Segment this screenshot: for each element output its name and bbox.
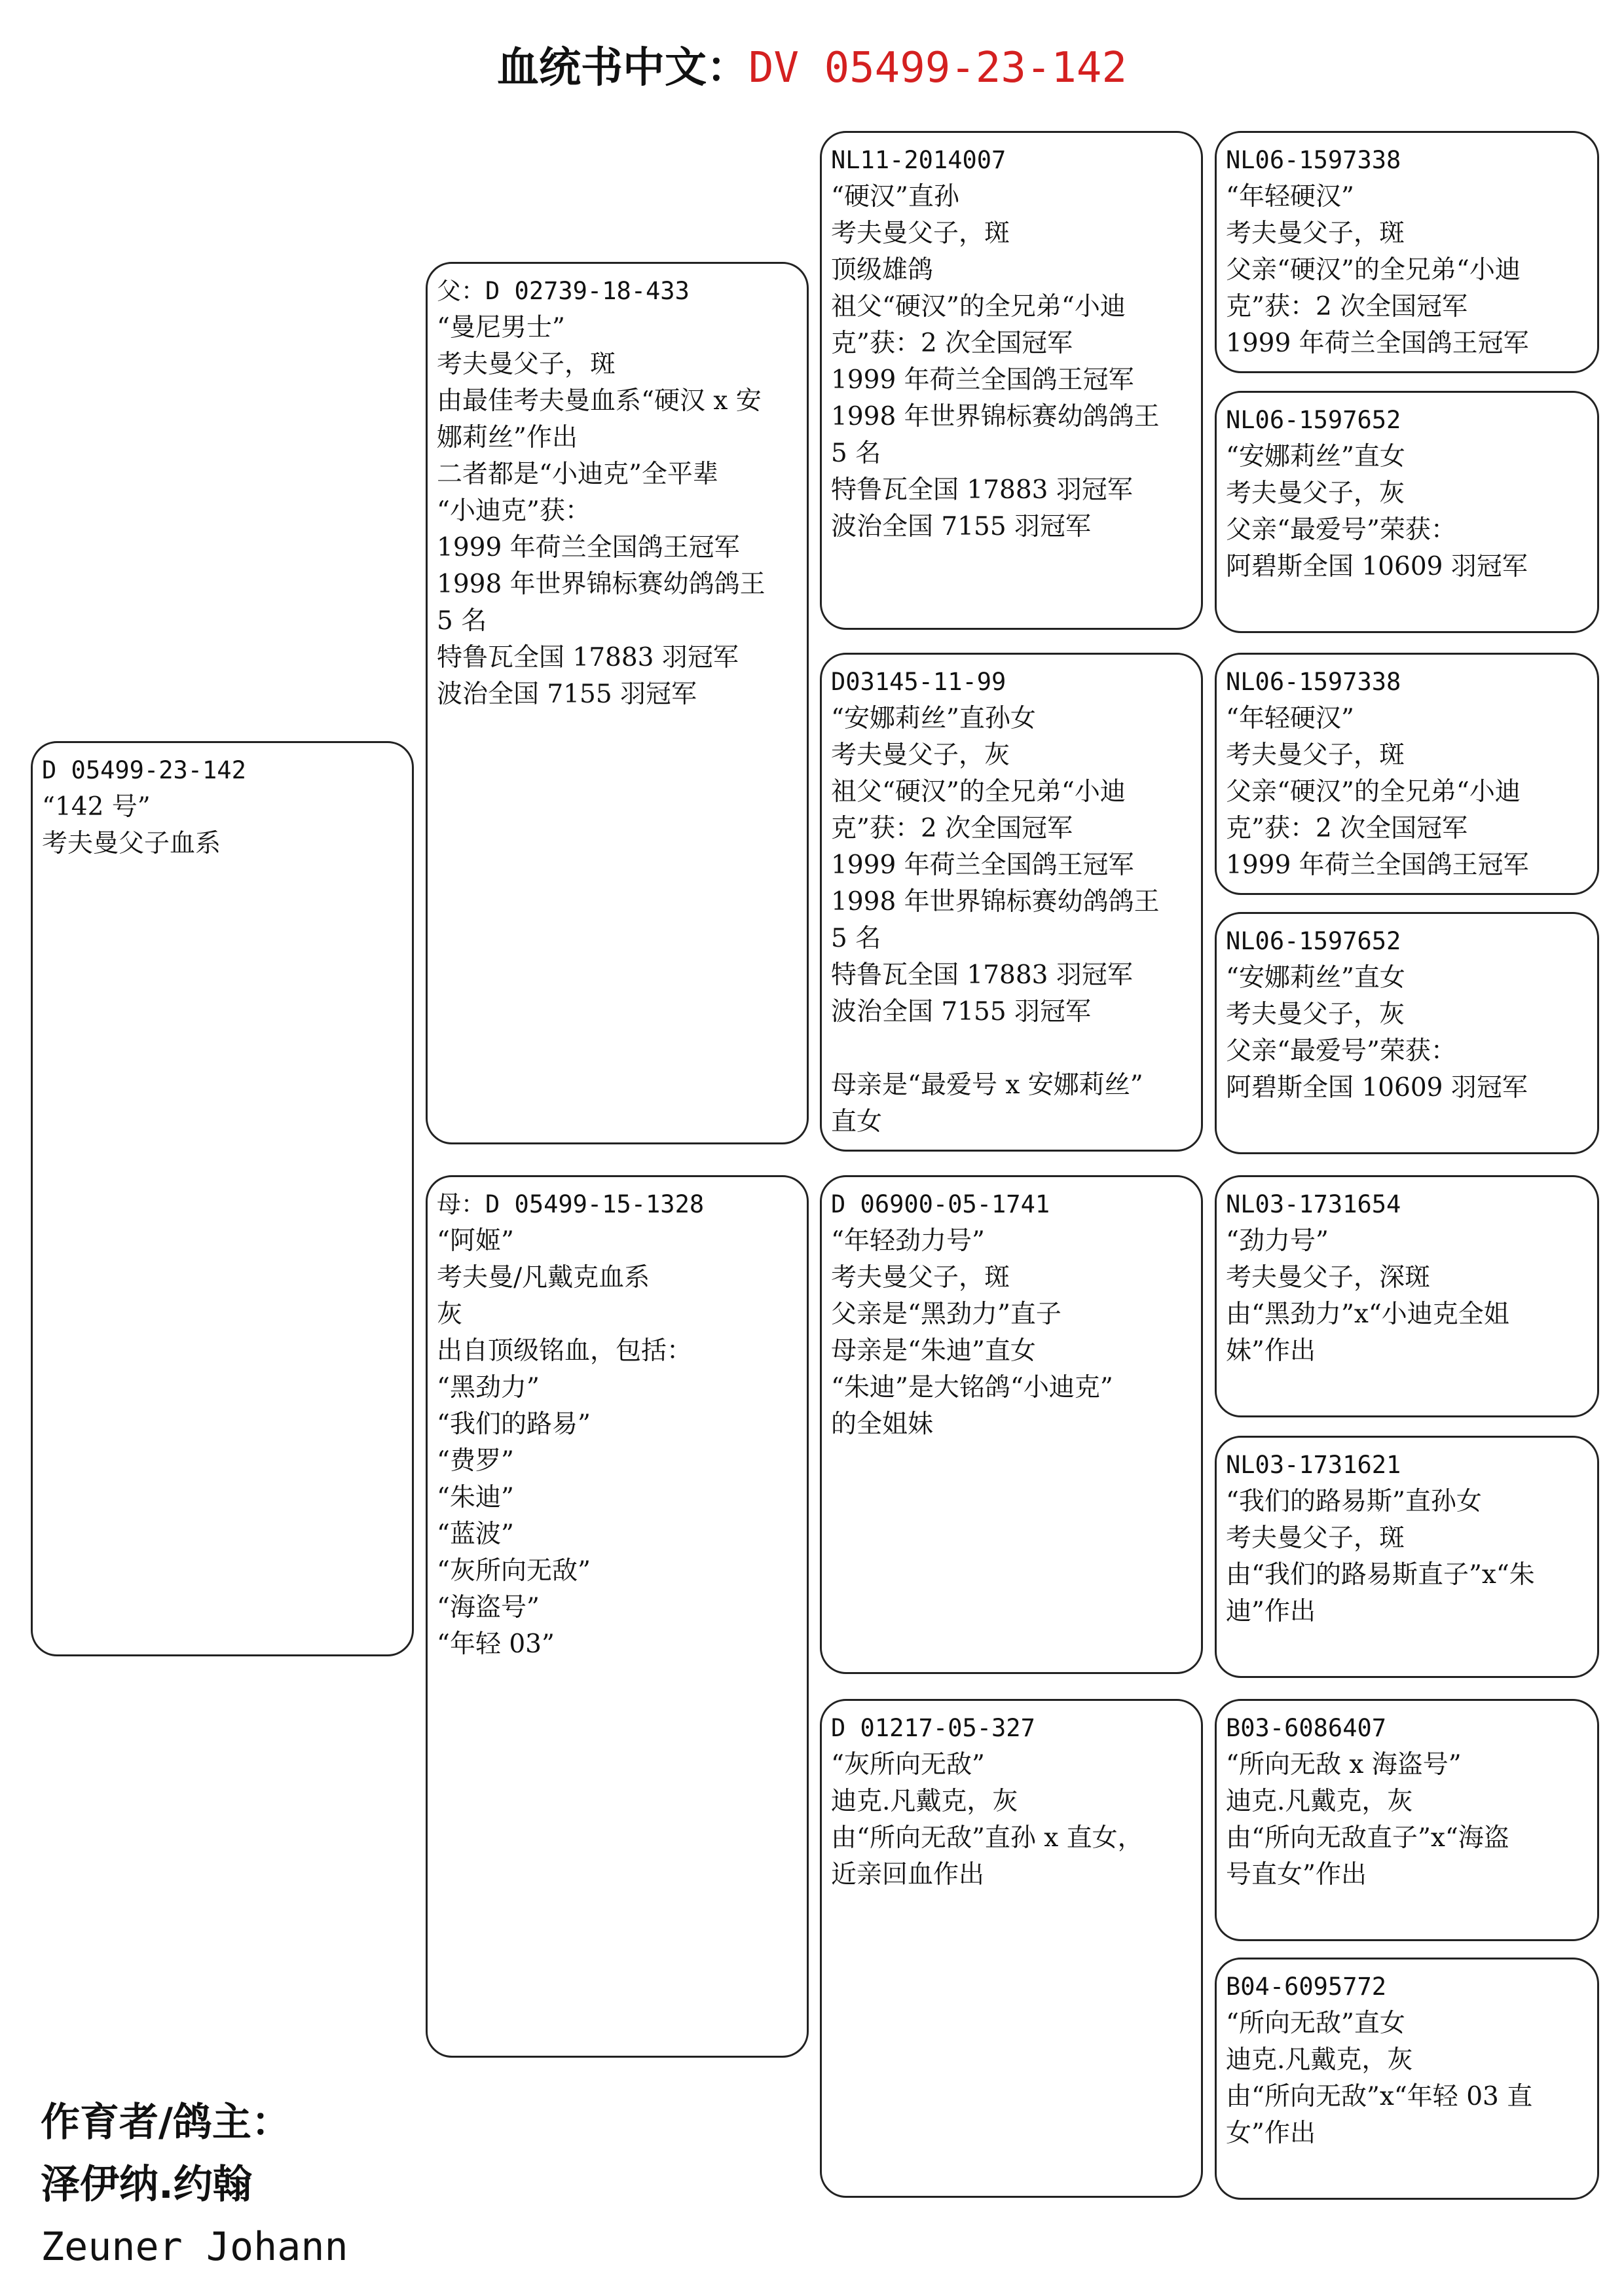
card-text-line: 娜莉丝”作出 xyxy=(437,423,578,452)
card-text-line: 由“所向无敌”直孙 x 直女， xyxy=(831,1823,1143,1853)
card-text-line: 1999 年荷兰全国鸽王冠军 xyxy=(1226,329,1529,358)
card-text-line: “费罗” xyxy=(437,1446,514,1476)
card-text-line: “海盗号” xyxy=(437,1593,540,1622)
ring-number: 父：D 02739-18-433 xyxy=(437,277,690,305)
card-text-line: 5 名 xyxy=(437,606,487,636)
card-text-line: 克”获：2 次全国冠军 xyxy=(831,329,1073,358)
card-text-line: “年轻硬汉” xyxy=(1226,182,1354,211)
card-text-line: 考夫曼父子，斑 xyxy=(437,350,616,379)
ring-number: NL11-2014007 xyxy=(831,146,1006,174)
card-text-line: 阿碧斯全国 10609 羽冠军 xyxy=(1226,1073,1528,1102)
card-text-line: 阿碧斯全国 10609 羽冠军 xyxy=(1226,552,1528,581)
card-text-line: 祖父“硬汉”的全兄弟“小迪 xyxy=(831,292,1126,321)
card-text-line: 由“我们的路易斯直子”x“朱 xyxy=(1226,1560,1535,1590)
great-grandparent-card xyxy=(1215,1175,1599,1417)
card-text-line: 1998 年世界锦标赛幼鸽鸽王 xyxy=(831,887,1160,917)
ring-number: D 05499-23-142 xyxy=(42,756,246,784)
card-text-line: 1998 年世界锦标赛幼鸽鸽王 xyxy=(831,402,1160,431)
card-text-line: 父亲是“黑劲力”直子 xyxy=(831,1300,1061,1329)
ring-number: NL03-1731654 xyxy=(1226,1190,1401,1218)
card-text-line: 考夫曼父子，斑 xyxy=(831,1263,1010,1292)
great-grandparent-card xyxy=(1215,1699,1599,1941)
grandparent-card xyxy=(820,653,1203,1152)
ring-number: 母：D 05499-15-1328 xyxy=(437,1190,705,1218)
card-text-line: 妹”作出 xyxy=(1226,1336,1316,1366)
card-text-line: 波治全国 7155 羽冠军 xyxy=(831,512,1092,541)
grandparent-card xyxy=(820,1699,1203,2198)
card-text-line: 特鲁瓦全国 17883 羽冠军 xyxy=(437,643,739,672)
card-text-line: 由最佳考夫曼血系“硬汉 x 安 xyxy=(437,386,762,416)
great-grandparent-card xyxy=(1215,653,1599,895)
dam-card xyxy=(426,1175,809,2058)
card-text-line: 近亲回血作出 xyxy=(831,1860,985,1889)
card-text-line: 顶级雄鸽 xyxy=(831,255,934,285)
card-text-line: “年轻硬汉” xyxy=(1226,704,1354,733)
card-text-line: 考夫曼父子，灰 xyxy=(1226,479,1405,508)
great-grandparent-card xyxy=(1215,1436,1599,1678)
ring-number: D 06900-05-1741 xyxy=(831,1190,1050,1218)
card-text-line: “灰所向无敌” xyxy=(831,1750,985,1779)
card-text-line: 父亲“最爱号”荣获： xyxy=(1226,1036,1456,1066)
card-text-line: 考夫曼/凡戴克血系 xyxy=(437,1263,650,1292)
breeder-label: 作育者/鸽主： xyxy=(41,2100,291,2145)
card-text-line: “安娜莉丝”直女 xyxy=(1226,963,1405,993)
card-text-line: “所向无敌 x 海盗号” xyxy=(1226,1750,1462,1779)
ring-number: NL06-1597652 xyxy=(1226,406,1401,434)
breeder-name-english: Zeuner Johann xyxy=(41,2224,348,2270)
card-text-line: “朱迪” xyxy=(437,1483,514,1512)
card-text-line: “年轻劲力号” xyxy=(831,1226,985,1256)
pigeon-card xyxy=(31,741,414,1656)
card-text-line: 母亲是“朱迪”直女 xyxy=(831,1336,1036,1366)
card-text-line: 1999 年荷兰全国鸽王冠军 xyxy=(831,365,1134,395)
great-grandparent-card xyxy=(1215,912,1599,1154)
card-text-line: “所向无敌”直女 xyxy=(1226,2009,1405,2038)
title-prefix: 血统书中文： xyxy=(497,44,749,92)
card-text-line: 克”获：2 次全国冠军 xyxy=(831,814,1073,843)
grandparent-card xyxy=(820,1175,1203,1674)
card-text-line: 母亲是“最爱号 x 安娜莉丝” xyxy=(831,1070,1143,1100)
card-text-line: 灰 xyxy=(437,1300,463,1329)
card-text-line: 直女 xyxy=(831,1107,883,1137)
card-text-line: 考夫曼父子，斑 xyxy=(1226,740,1405,770)
card-text-line: 考夫曼父子，灰 xyxy=(1226,1000,1405,1029)
card-text-line: 克”获：2 次全国冠军 xyxy=(1226,292,1468,321)
card-text-line: “年轻 03” xyxy=(437,1630,555,1659)
card-text-line: 迪克.凡戴克，灰 xyxy=(831,1787,1018,1816)
ring-number: D03145-11-99 xyxy=(831,668,1006,696)
card-text-line: “灰所向无敌” xyxy=(437,1556,591,1586)
ring-number: D 01217-05-327 xyxy=(831,1714,1035,1742)
ring-number: NL06-1597652 xyxy=(1226,927,1401,955)
ring-number: NL03-1731621 xyxy=(1226,1451,1401,1479)
card-text-line: 1999 年荷兰全国鸽王冠军 xyxy=(437,533,740,562)
card-text-line: 二者都是“小迪克”全平辈 xyxy=(437,460,718,489)
card-text-line: “142 号” xyxy=(42,792,151,822)
card-text-line: 考夫曼父子，斑 xyxy=(1226,1523,1405,1553)
ring-number: NL06-1597338 xyxy=(1226,668,1401,696)
card-text-line: “曼尼男士” xyxy=(437,313,565,342)
card-text-line: 5 名 xyxy=(831,439,881,468)
card-text-line: 由“黑劲力”x“小迪克全姐 xyxy=(1226,1300,1509,1329)
card-text-line: “安娜莉丝”直孙女 xyxy=(831,704,1036,733)
ring-number: B03-6086407 xyxy=(1226,1714,1387,1742)
sire-card xyxy=(426,262,809,1144)
card-text-line: “硬汉”直孙 xyxy=(831,182,959,211)
card-text-line: 1998 年世界锦标赛幼鸽鸽王 xyxy=(437,570,766,599)
card-text-line: “蓝波” xyxy=(437,1520,514,1549)
card-text-line: 1999 年荷兰全国鸽王冠军 xyxy=(831,850,1134,880)
card-text-line: “我们的路易” xyxy=(437,1410,591,1439)
page-title xyxy=(0,34,1624,94)
card-text-line: 考夫曼父子，斑 xyxy=(1226,219,1405,248)
card-text-line: 考夫曼父子，斑 xyxy=(831,219,1010,248)
card-text-line: 父亲“最爱号”荣获： xyxy=(1226,515,1456,545)
card-text-line: 考夫曼父子血系 xyxy=(42,829,221,858)
card-text-line: 祖父“硬汉”的全兄弟“小迪 xyxy=(831,777,1126,807)
card-text-line: 克”获：2 次全国冠军 xyxy=(1226,814,1468,843)
breeder-name-chinese: 泽伊纳.约翰 xyxy=(41,2162,252,2208)
grandparent-card xyxy=(820,131,1203,630)
card-text-line: 迪”作出 xyxy=(1226,1597,1316,1626)
card-text-line: 特鲁瓦全国 17883 羽冠军 xyxy=(831,960,1133,990)
card-text-line: “安娜莉丝”直女 xyxy=(1226,442,1405,471)
ring-number: NL06-1597338 xyxy=(1226,146,1401,174)
card-text-line: “劲力号” xyxy=(1226,1226,1329,1256)
card-text-line: 波治全国 7155 羽冠军 xyxy=(437,680,697,709)
ring-number: B04-6095772 xyxy=(1226,1973,1387,2001)
card-text-line: 波治全国 7155 羽冠军 xyxy=(831,997,1092,1027)
card-text-line: “朱迪”是大铭鸽“小迪克” xyxy=(831,1373,1113,1402)
card-text-line: 5 名 xyxy=(831,924,881,953)
card-text-line: 父亲“硬汉”的全兄弟“小迪 xyxy=(1226,777,1521,807)
card-text-line: 出自顶级铭血，包括： xyxy=(437,1336,693,1366)
card-text-line: 考夫曼父子，深斑 xyxy=(1226,1263,1431,1292)
card-text-line: 父亲“硬汉”的全兄弟“小迪 xyxy=(1226,255,1521,285)
card-text-line: 的全姐妹 xyxy=(831,1410,934,1439)
card-text-line: “我们的路易斯”直孙女 xyxy=(1226,1487,1482,1516)
card-text-line: 迪克.凡戴克，灰 xyxy=(1226,2045,1413,2075)
card-text-line xyxy=(831,1030,1192,1067)
card-text-line: 由“所向无敌直子”x“海盗 xyxy=(1226,1823,1509,1853)
great-grandparent-card xyxy=(1215,1958,1599,2200)
card-text-line: 1999 年荷兰全国鸽王冠军 xyxy=(1226,850,1529,880)
card-text-line: 考夫曼父子，灰 xyxy=(831,740,1010,770)
great-grandparent-card xyxy=(1215,391,1599,633)
breeder-info xyxy=(41,2092,348,2278)
card-text-line: “黑劲力” xyxy=(437,1373,540,1402)
card-text-line: 号直女”作出 xyxy=(1226,1860,1367,1889)
card-text-line: “阿姬” xyxy=(437,1226,514,1256)
card-text-line: “小迪克”获： xyxy=(437,496,591,526)
card-text-line: 由“所向无敌”x“年轻 03 直 xyxy=(1226,2082,1533,2111)
great-grandparent-card xyxy=(1215,131,1599,373)
card-text-line: 女”作出 xyxy=(1226,2119,1316,2148)
title-ring-number: DV 05499-23-142 xyxy=(748,44,1127,92)
card-text-line: 特鲁瓦全国 17883 羽冠军 xyxy=(831,475,1133,505)
card-text-line: 迪克.凡戴克，灰 xyxy=(1226,1787,1413,1816)
